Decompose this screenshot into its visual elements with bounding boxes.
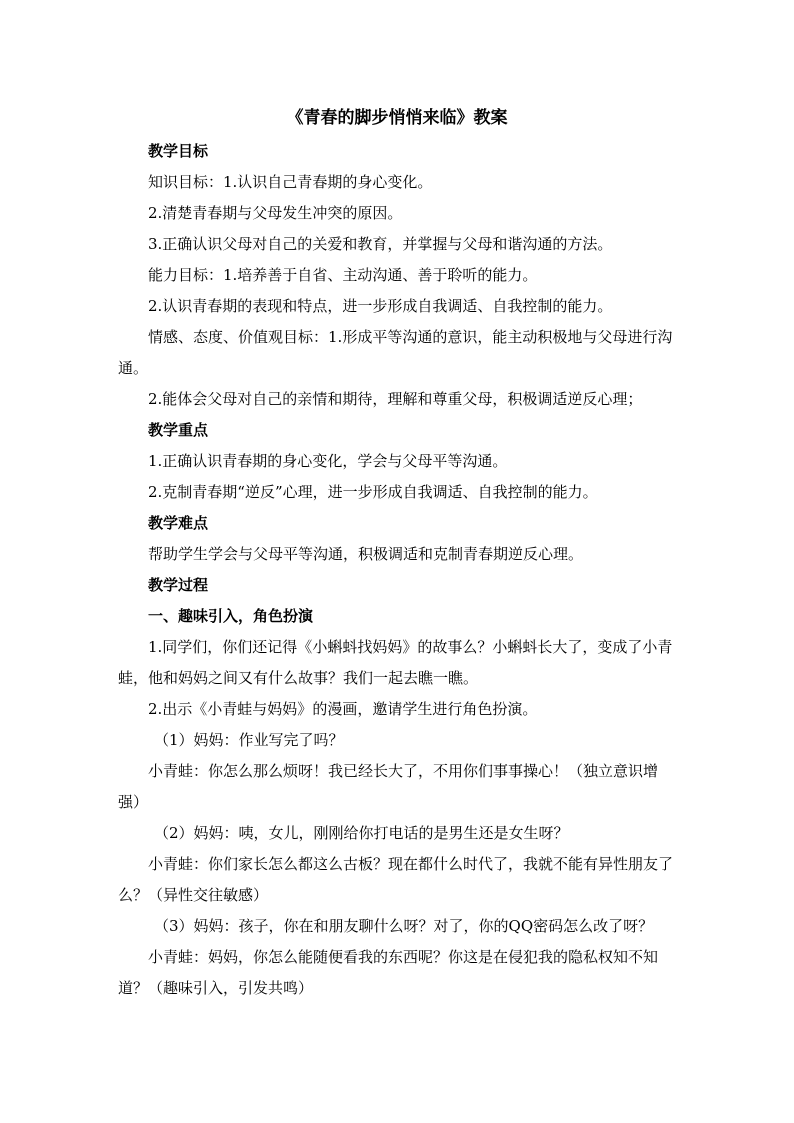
section-heading-difficulties: 教学难点 — [148, 514, 209, 532]
document-title: 《青春的脚步悄悄来临》教案 — [286, 108, 508, 128]
paragraph: 2.克制青春期“逆反”心理，进一步形成自我调适、自我控制的能力。 — [148, 483, 598, 501]
paragraph: 1.正确认识青春期的身心变化，学会与父母平等沟通。 — [148, 452, 508, 470]
paragraph: 1.同学们，你们还记得《小蝌蚪找妈妈》的故事么？小蝌蚪长大了，变成了小青蛙，他和妈妈之间又有什么故事？我们一起去瞧一瞧。 — [118, 638, 673, 687]
paragraph: 知识目标：1.认识自己青春期的身心变化。 — [148, 173, 433, 191]
dialogue-line: 小青蛙：妈妈，你怎么能随便看我的东西呢？你这是在侵犯我的隐私权知不知道？（趣味引入，引发共鸣） — [118, 948, 659, 997]
paragraph: 3.正确认识父母对自己的关爱和教育，并掌握与父母和谐沟通的方法。 — [148, 235, 613, 253]
section-heading-process: 教学过程 — [148, 576, 209, 594]
dialogue-line: （3）妈妈：孩子，你在和朋友聊什么呀？对了，你的QQ密码怎么改了呀？ — [154, 917, 654, 935]
dialogue-line: 小青蛙：你怎么那么烦呀！我已经长大了，不用你们事事操心！（独立意识增强） — [118, 762, 659, 811]
section-heading-objectives: 教学目标 — [148, 142, 209, 160]
paragraph: 2.清楚青春期与父母发生冲突的原因。 — [148, 204, 403, 222]
dialogue-line: 小青蛙：你们家长怎么都这么古板？现在都什么时代了，我就不能有异性朋友了么？（异性交往敏感） — [118, 855, 674, 904]
paragraph: 2.认识青春期的表现和特点，进一步形成自我调适、自我控制的能力。 — [148, 297, 613, 315]
paragraph: 2.出示《小青蛙与妈妈》的漫画，邀请学生进行角色扮演。 — [148, 700, 538, 718]
paragraph: 能力目标：1.培养善于自省、主动沟通、善于聆听的能力。 — [148, 266, 538, 284]
dialogue-line: （2）妈妈：咦，女儿，刚刚给你打电话的是男生还是女生呀？ — [154, 824, 569, 842]
paragraph: 帮助学生学会与父母平等沟通，积极调适和克制青春期逆反心理。 — [148, 545, 584, 563]
paragraph: 情感、态度、价值观目标：1.形成平等沟通的意识，能主动积极地与父母进行沟通。 — [118, 328, 673, 377]
paragraph: 2.能体会父母对自己的亲情和期待，理解和尊重父母，积极调适逆反心理； — [148, 390, 643, 408]
dialogue-line: （1）妈妈：作业写完了吗？ — [154, 731, 344, 749]
subsection-heading-intro: 一、趣味引入，角色扮演 — [148, 607, 314, 625]
document-page — [118, 100, 676, 1004]
section-heading-key-points: 教学重点 — [148, 421, 209, 439]
